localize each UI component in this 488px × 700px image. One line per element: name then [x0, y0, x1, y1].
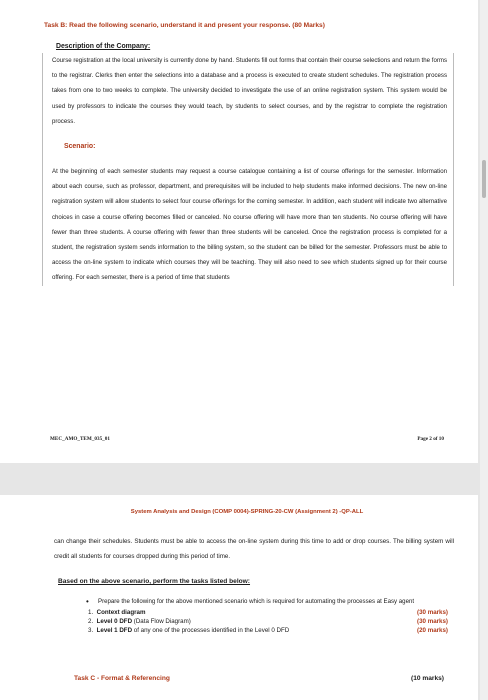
task-c-heading: Task C - Format & Referencing	[74, 675, 170, 682]
task-item-number: 3.	[88, 627, 94, 634]
task-bullet-text: Prepare the following for the above mentioned scenario which is required for automating the processes at Easy agent	[98, 598, 415, 605]
scrollbar-thumb[interactable]	[482, 160, 486, 198]
scenario-text: At the beginning of each semester students may request a course catalogue containing a list of course offerings for the semester. Information about each course, such as professor, department, and prerequisites will be included to help students make informed decisions. The new on-line registration system will allow students to select four course offerings for the coming semester. In addition, each student will indicate two alternative choices in case a course offering becomes filled or canceled. No course offering will have more than ten students. No course offering will have fewer than three students. A course offering with fewer than three students will be canceled. Once the registration process is completed for a student, the registration system sends information to the billing system, so the student can be billed for the semester. Professors must be able to access the on-line system to indicate which courses they will be teaching. They will also need to see which students signed up for their course offering. For each semester, there is a period of time that students	[52, 168, 447, 282]
task-item	[88, 608, 454, 617]
company-description-heading: Description of the Company:	[56, 43, 151, 50]
company-description-text: Course registration at the local university is currently done by hand. Students fill out forms that contain their course selections and return the forms to the registrar. Clerks then enter the selections into a database and a process is executed to create student schedules. The registration process takes from one to two weeks to complete. The university decided to investigate the use of an online registration system. This system would be used by professors to indicate the courses they would teach, by students to select courses, and by the registrar to complete the registration process.	[52, 57, 447, 125]
company-description-box	[42, 53, 454, 141]
task-item-detail: of any one of the processes identified in the Level 0 DFD	[132, 627, 290, 634]
task-item-number: 1.	[88, 608, 94, 616]
task-list	[88, 608, 454, 636]
document-header: System Analysis and Design (COMP 0004)-SPRING-20-CW (Assignment 2) -QP-ALL	[130, 509, 364, 515]
scenario-heading: Scenario:	[64, 143, 96, 151]
bullet-dot-icon: •	[86, 597, 89, 606]
task-item	[88, 626, 454, 635]
scenario-box	[42, 141, 454, 286]
task-item-marks: (30 marks)	[417, 617, 448, 625]
task-item-title: Level 1 DFD	[96, 627, 133, 634]
task-item-number: 2.	[88, 617, 94, 625]
page-footer	[50, 436, 444, 442]
footer-code: MEC_AMO_TEM_035_01	[50, 436, 110, 442]
task-bullet	[86, 598, 454, 607]
tasks-heading: Based on the above scenario, perform the tasks listed below:	[58, 578, 251, 585]
task-b-heading: Task B: Read the following scenario, understand it and present your response. (80 Marks)	[44, 22, 325, 29]
task-item-title: Context diagram	[96, 608, 146, 616]
task-item-title: Level 0 DFD	[96, 617, 133, 625]
task-item-marks: (30 marks)	[417, 608, 448, 616]
footer-page-number: Page 2 of 10	[417, 436, 444, 442]
task-item-marks: (20 marks)	[417, 627, 448, 634]
document-page-3	[0, 495, 478, 700]
vertical-scrollbar[interactable]	[480, 0, 488, 700]
task-c-row	[74, 675, 444, 682]
task-c-marks: (10 marks)	[411, 675, 444, 682]
scenario-continuation-text: can change their schedules. Students must be able to access the on-line system during this time to add or drop courses. The billing system will credit all students for courses dropped during this period of time.	[54, 538, 454, 560]
task-item-detail: (Data Flow Diagram)	[132, 617, 191, 625]
task-item	[88, 617, 454, 626]
